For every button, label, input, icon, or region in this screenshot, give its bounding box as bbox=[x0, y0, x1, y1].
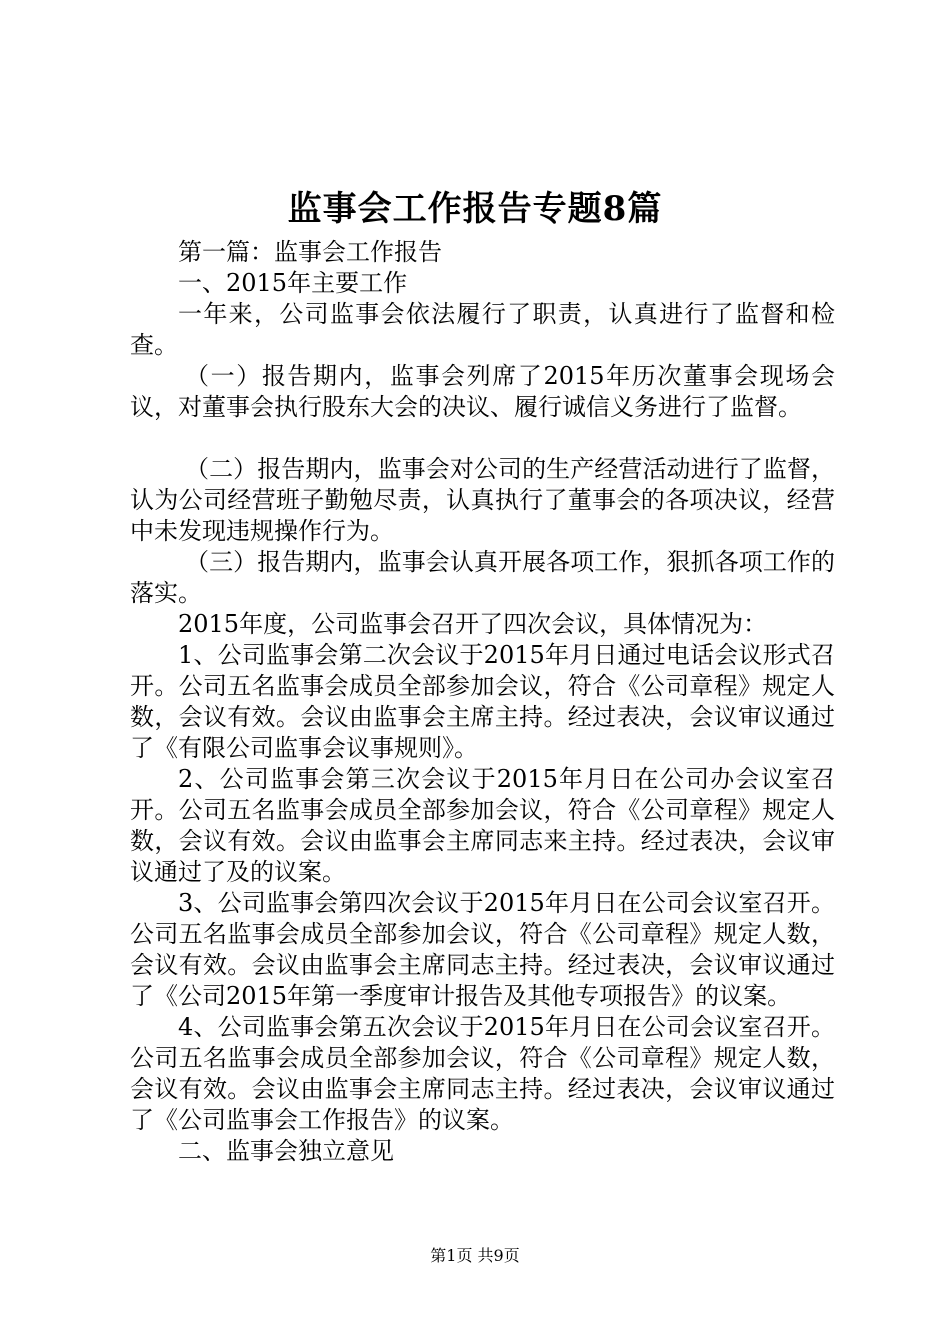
section-heading-part-one: 第一篇：监事会工作报告 bbox=[178, 238, 442, 266]
paragraph-overview: 一年来，公司监事会依法履行了职责，认真进行了监督和检查。 bbox=[130, 300, 835, 359]
paragraph-item-2: （二）报告期内，监事会对公司的生产经营活动进行了监督，认为公司经营班子勤勉尽责，认真执行了董事会的各项决议，经营中未发现违规操作行为。 bbox=[130, 455, 835, 545]
paragraph-meeting-3: 3、公司监事会第四次会议于2015年月日在公司会议室召开。公司五名监事会成员全部参加会议，符合《公司章程》规定人数，会议有效。会议由监事会主席同志主持。经过表决，会议审议通过了《公司2015年第一季度审计报告及其他专项报告》的议案。 bbox=[130, 889, 835, 1010]
document-body bbox=[130, 237, 835, 1167]
section-heading-independent-opinion: 二、监事会独立意见 bbox=[178, 1137, 394, 1165]
paragraph-meeting-4: 4、公司监事会第五次会议于2015年月日在公司会议室召开。公司五名监事会成员全部参加会议，符合《公司章程》规定人数，会议有效。会议由监事会主席同志主持。经过表决，会议审议通过了《公司监事会工作报告》的议案。 bbox=[130, 1013, 835, 1134]
document-title: 监事会工作报告专题8篇 bbox=[287, 189, 663, 229]
paragraph-item-1: （一）报告期内，监事会列席了2015年历次董事会现场会议，对董事会执行股东大会的决议、履行诚信义务进行了监督。 bbox=[130, 362, 835, 421]
page-footer: 第1页 共9页 bbox=[430, 1246, 520, 1265]
section-heading-main-work: 一、2015年主要工作 bbox=[178, 269, 408, 297]
paragraph-meetings-intro: 2015年度，公司监事会召开了四次会议，具体情况为： bbox=[178, 610, 768, 638]
paragraph-meeting-1: 1、公司监事会第二次会议于2015年月日通过电话会议形式召开。公司五名监事会成员全部参加会议，符合《公司章程》规定人数，会议有效。会议由监事会主席主持。经过表决，会议审议通过了《有限公司监事会议事规则》。 bbox=[130, 641, 835, 762]
paragraph-item-3: （三）报告期内，监事会认真开展各项工作，狠抓各项工作的落实。 bbox=[130, 548, 835, 607]
paragraph-meeting-2: 2、公司监事会第三次会议于2015年月日在公司办会议室召开。公司五名监事会成员全部参加会议，符合《公司章程》规定人数，会议有效。会议由监事会主席同志来主持。经过表决，会议审议通过了及的议案。 bbox=[130, 765, 835, 886]
